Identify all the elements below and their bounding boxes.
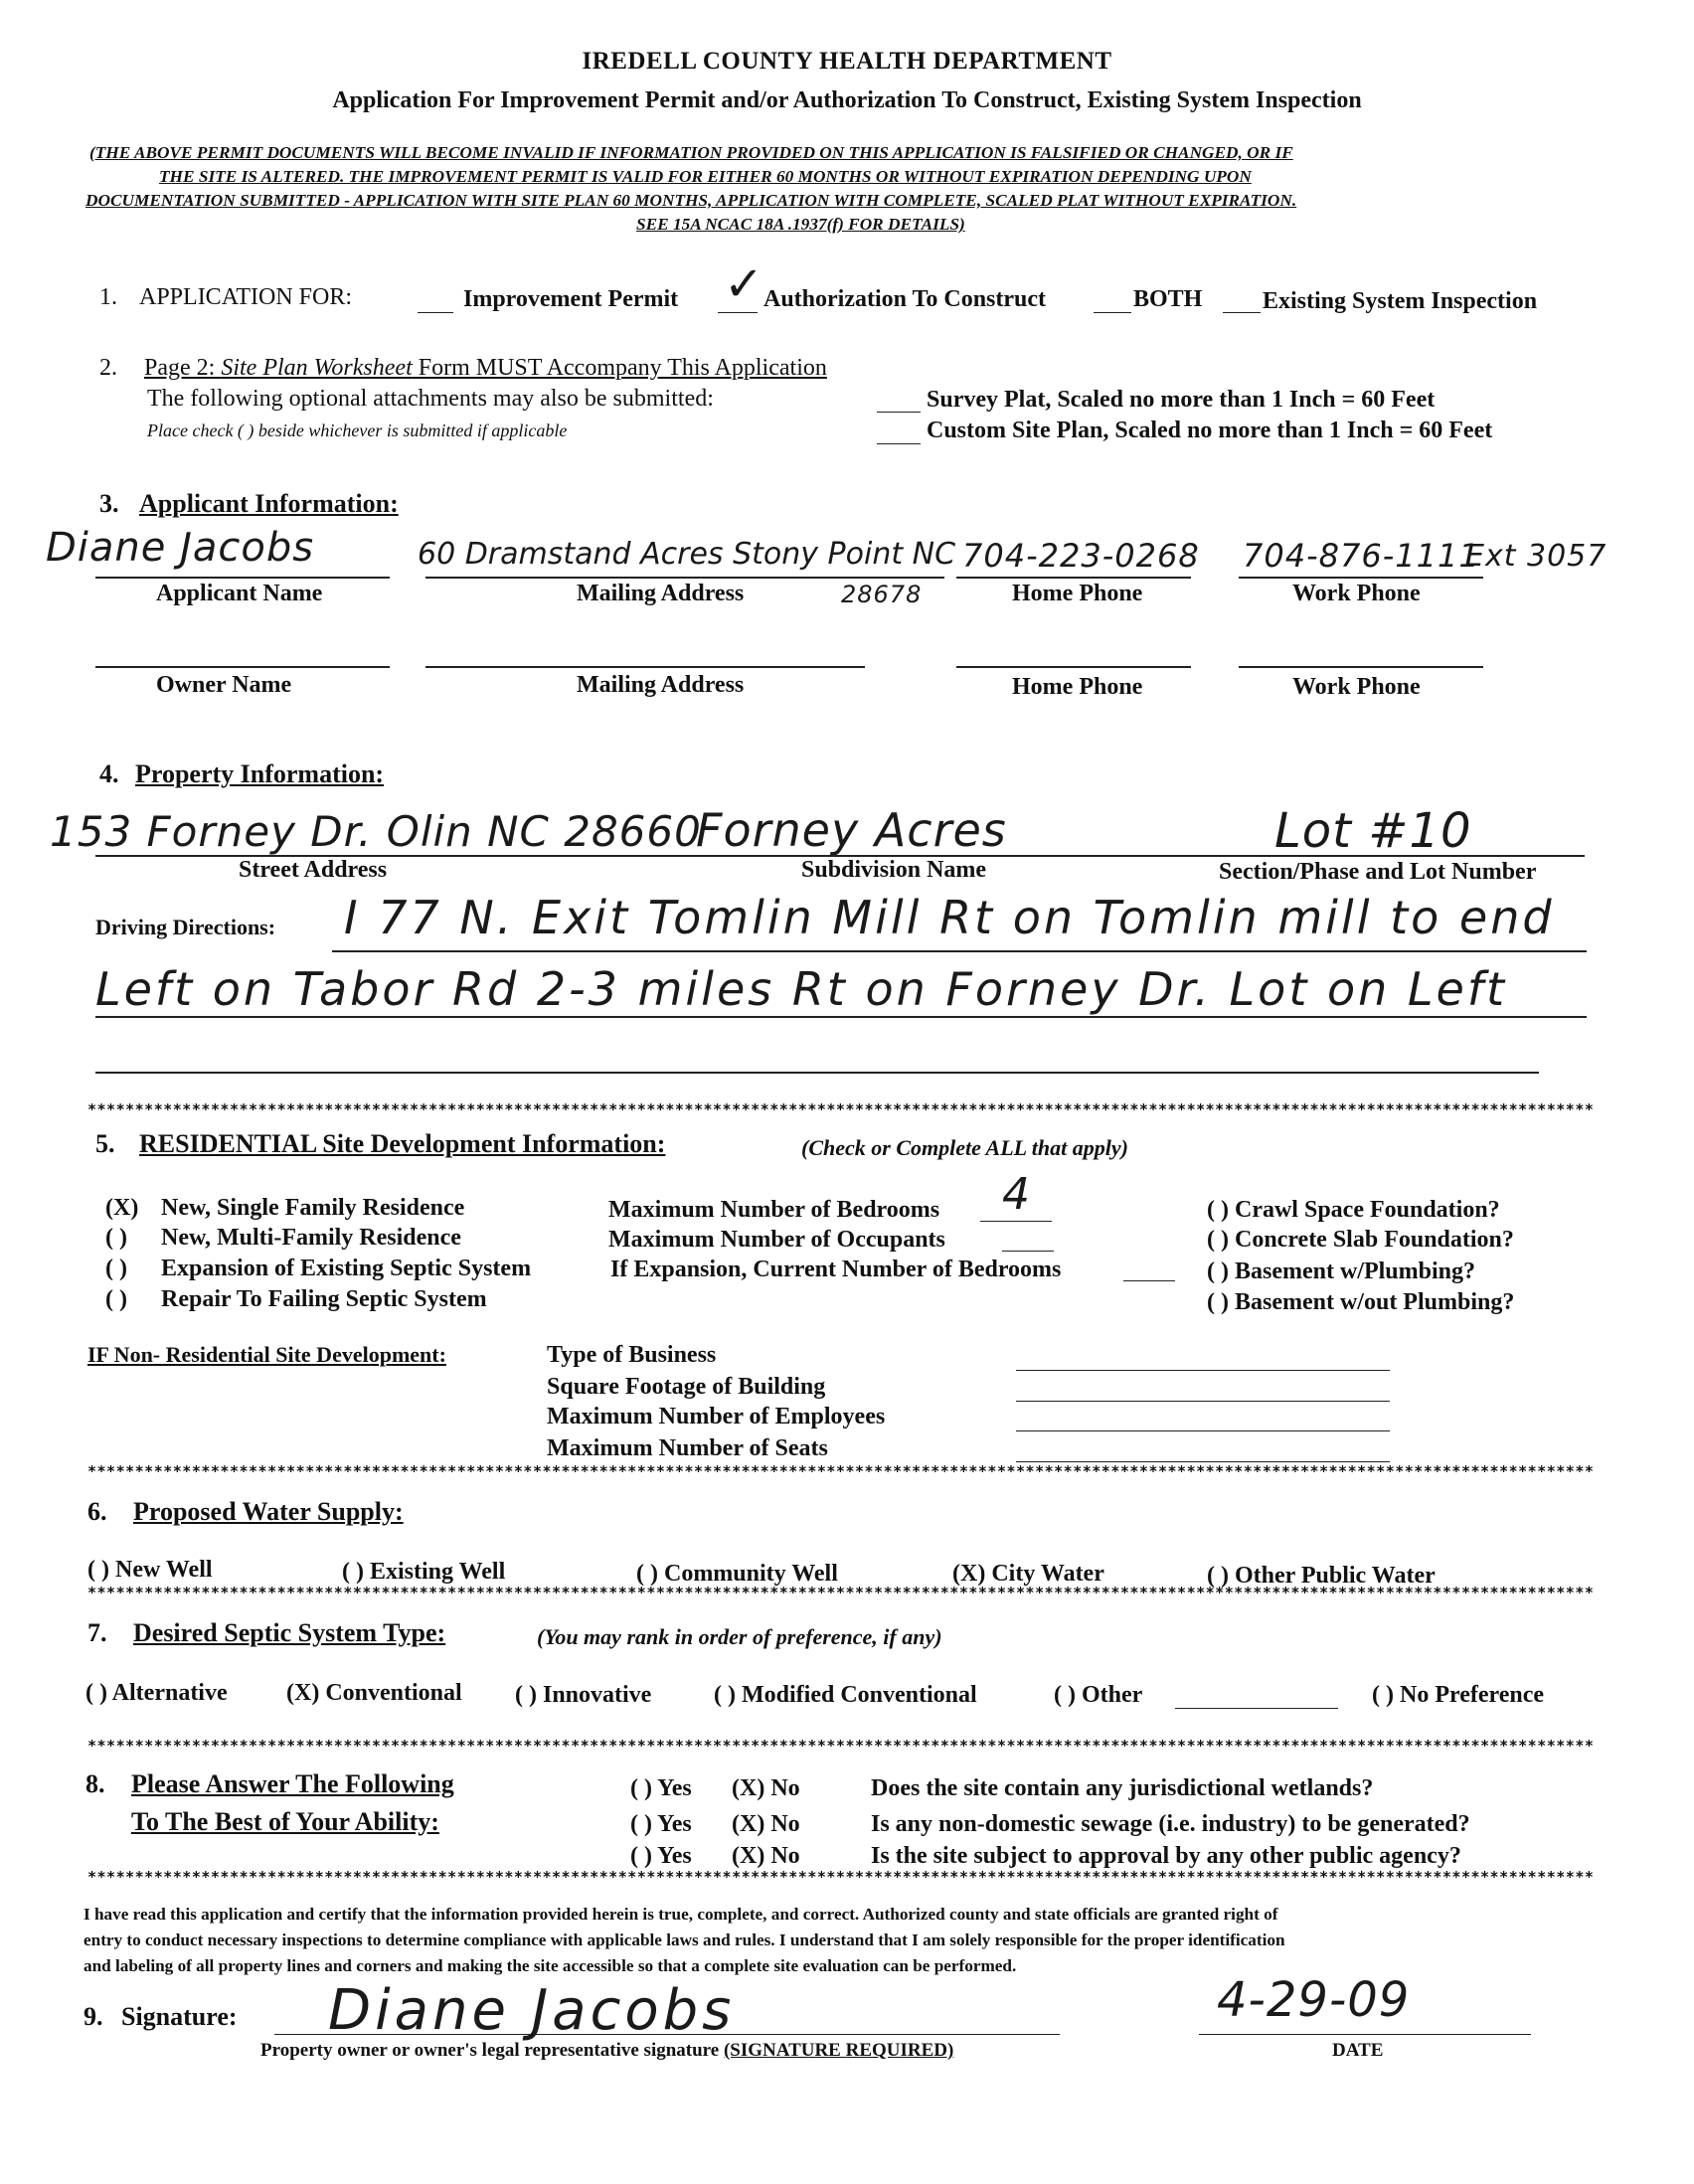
option-both: BOTH: [1133, 286, 1203, 312]
sewage-question: Is any non-domestic sewage (i.e. industry) to be generated?: [871, 1811, 1470, 1837]
home-phone-label: Home Phone: [1012, 581, 1143, 606]
both-blank[interactable]: [1094, 312, 1131, 313]
section3-number: 3.: [99, 489, 119, 518]
separator-1: ***************************************************************************************************************************************************************: [87, 1101, 1595, 1117]
conventional-option[interactable]: (X) Conventional: [286, 1680, 462, 1706]
section9-number: 9.: [84, 2002, 103, 2031]
street-address-value[interactable]: 153 Forney Dr. Olin NC 28660: [50, 807, 702, 856]
mailing-address-label: Mailing Address: [577, 581, 745, 606]
mailing-address-value[interactable]: 60 Dramstand Acres Stony Point NC: [418, 537, 956, 572]
type-of-business-label: Type of Business: [547, 1342, 717, 1368]
form-title: IREDELL COUNTY HEALTH DEPARTMENT: [582, 48, 1112, 75]
applicant-name-label: Applicant Name: [156, 581, 323, 606]
owner-work-phone-label: Work Phone: [1292, 674, 1421, 700]
wetlands-question: Does the site contain any jurisdictional wetlands?: [871, 1775, 1374, 1801]
other-septic-option[interactable]: ( ) Other: [1054, 1682, 1143, 1708]
disclaimer-line-4: SEE 15A NCAC 18A .1937(f) FOR DETAILS): [636, 215, 965, 234]
place-check-note: Place check ( ) beside whichever is submitted if applicable: [147, 420, 568, 440]
driving-directions-label: Driving Directions:: [95, 915, 276, 939]
custom-site-plan-option: Custom Site Plan, Scaled no more than 1 Inch = 60 Feet: [927, 418, 1493, 443]
single-family-checkbox[interactable]: (X): [105, 1195, 139, 1221]
multi-family-checkbox[interactable]: ( ): [105, 1225, 127, 1251]
date-label: DATE: [1332, 2040, 1384, 2061]
repair-label: Repair To Failing Septic System: [161, 1286, 487, 1312]
directions-line-1-value[interactable]: I 77 N. Exit Tomlin Mill Rt on Tomlin mill to end: [344, 891, 1555, 944]
square-footage-label: Square Footage of Building: [547, 1374, 826, 1400]
directions-line-2: [95, 1016, 1587, 1018]
section2-number: 2.: [99, 355, 117, 381]
agency-no[interactable]: (X) No: [732, 1843, 800, 1869]
lot-number-value[interactable]: Lot #10: [1274, 803, 1472, 859]
improvement-permit-blank[interactable]: [418, 312, 453, 313]
application-for-label: APPLICATION FOR:: [139, 284, 353, 310]
existing-inspection-blank[interactable]: [1223, 312, 1261, 313]
section5-number: 5.: [95, 1129, 115, 1158]
expansion-checkbox[interactable]: ( ): [105, 1256, 127, 1281]
work-phone-value[interactable]: 704-876-1111: [1243, 537, 1480, 575]
other-public-water-option[interactable]: ( ) Other Public Water: [1207, 1563, 1436, 1589]
lot-number-line: [1215, 855, 1585, 857]
repair-checkbox[interactable]: ( ): [105, 1286, 127, 1312]
expansion-bedrooms-label: If Expansion, Current Number of Bedrooms: [610, 1257, 1062, 1282]
work-phone-label: Work Phone: [1292, 581, 1421, 606]
signature-label: Signature:: [121, 2002, 238, 2031]
owner-home-phone-line[interactable]: [956, 666, 1191, 668]
applicant-name-value[interactable]: Diane Jacobs: [46, 525, 315, 571]
max-occupants-line[interactable]: [1002, 1251, 1054, 1252]
no-preference-option[interactable]: ( ) No Preference: [1372, 1682, 1545, 1708]
max-bedrooms-value[interactable]: 4: [1002, 1169, 1031, 1220]
owner-mailing-label: Mailing Address: [577, 672, 745, 698]
subdivision-name-label: Subdivision Name: [801, 857, 987, 883]
mailing-zip-value[interactable]: 28678: [841, 581, 923, 608]
crawl-space-option[interactable]: ( ) Crawl Space Foundation?: [1207, 1197, 1500, 1223]
septic-type-heading: Desired Septic System Type:: [133, 1618, 446, 1647]
mailing-address-line: [425, 577, 944, 579]
sewage-yes[interactable]: ( ) Yes: [630, 1811, 692, 1837]
residential-instruction: (Check or Complete ALL that apply): [801, 1135, 1128, 1160]
modified-conventional-option[interactable]: ( ) Modified Conventional: [714, 1682, 977, 1708]
agency-yes[interactable]: ( ) Yes: [630, 1843, 692, 1869]
certification-line-3: and labeling of all property lines and corners and making the site accessible so that a complete site evaluation can be performed.: [84, 1956, 1017, 1975]
signature-value[interactable]: Diane Jacobs: [328, 1978, 736, 2043]
signature-caption: Property owner or owner's legal representative signature (SIGNATURE REQUIRED): [260, 2040, 954, 2061]
type-of-business-line[interactable]: [1016, 1370, 1390, 1371]
applicant-info-heading: Applicant Information:: [139, 489, 399, 518]
survey-plat-blank[interactable]: [877, 412, 921, 413]
work-phone-line: [1239, 577, 1483, 579]
date-line: [1199, 2034, 1531, 2035]
authorization-checkmark: ✓: [724, 256, 765, 312]
owner-name-label: Owner Name: [156, 672, 292, 698]
agency-question: Is the site subject to approval by any other public agency?: [871, 1843, 1461, 1869]
certification-line-2: entry to conduct necessary inspections to determine compliance with applicable laws and rules. I understand that I am solely responsible for the proper identification: [84, 1931, 1285, 1949]
street-address-label: Street Address: [239, 857, 388, 883]
expansion-label: Expansion of Existing Septic System: [161, 1256, 532, 1281]
property-info-heading: Property Information:: [135, 759, 385, 788]
separator-4: ***************************************************************************************************************************************************************: [87, 1738, 1595, 1754]
new-well-option[interactable]: ( ) New Well: [87, 1557, 213, 1583]
home-phone-line: [956, 577, 1191, 579]
owner-name-line[interactable]: [95, 666, 390, 668]
option-existing-system-inspection: Existing System Inspection: [1263, 288, 1538, 314]
form-subtitle: Application For Improvement Permit and/or Authorization To Construct, Existing System Inspection: [332, 87, 1362, 113]
lot-number-label: Section/Phase and Lot Number: [1219, 859, 1537, 885]
answer-heading-line-2: To The Best of Your Ability:: [131, 1807, 439, 1836]
separator-5: ***************************************************************************************************************************************************************: [87, 1869, 1595, 1885]
alternative-option[interactable]: ( ) Alternative: [85, 1680, 228, 1706]
max-seats-label: Maximum Number of Seats: [547, 1435, 828, 1461]
city-water-option[interactable]: (X) City Water: [952, 1561, 1104, 1587]
subdivision-value[interactable]: Forney Acres: [696, 803, 1007, 857]
concrete-slab-option[interactable]: ( ) Concrete Slab Foundation?: [1207, 1227, 1514, 1253]
multi-family-label: New, Multi-Family Residence: [161, 1225, 461, 1251]
custom-site-plan-blank[interactable]: [877, 443, 921, 444]
section4-number: 4.: [99, 759, 119, 788]
directions-line-3[interactable]: [95, 1072, 1539, 1074]
separator-3: ***************************************************************************************************************************************************************: [87, 1585, 1595, 1600]
applicant-name-line: [95, 577, 390, 579]
site-plan-requirement: Page 2: Site Plan Worksheet Form MUST Accompany This Application: [144, 355, 827, 381]
existing-well-option[interactable]: ( ) Existing Well: [342, 1559, 506, 1585]
max-bedrooms-label: Maximum Number of Bedrooms: [608, 1197, 940, 1223]
disclaimer-line-1: (THE ABOVE PERMIT DOCUMENTS WILL BECOME INVALID IF INFORMATION PROVIDED ON THIS APPLICATION IS FALSIFIED OR CHANGED, OR IF: [89, 143, 1293, 162]
max-occupants-label: Maximum Number of Occupants: [608, 1227, 945, 1253]
option-authorization-to-construct: Authorization To Construct: [763, 286, 1047, 312]
home-phone-value[interactable]: 704-223-0268: [962, 537, 1200, 575]
survey-plat-option: Survey Plat, Scaled no more than 1 Inch = 60 Feet: [927, 387, 1436, 413]
directions-line-1: [332, 950, 1587, 952]
basement-no-plumbing-option[interactable]: ( ) Basement w/out Plumbing?: [1207, 1289, 1515, 1315]
authorization-blank[interactable]: [718, 312, 758, 313]
max-bedrooms-line: [980, 1221, 1052, 1222]
single-family-label: New, Single Family Residence: [161, 1195, 465, 1221]
owner-mailing-line[interactable]: [425, 666, 865, 668]
section1-number: 1.: [99, 284, 117, 310]
square-footage-line[interactable]: [1016, 1401, 1390, 1402]
wetlands-yes[interactable]: ( ) Yes: [630, 1775, 692, 1801]
septic-type-instruction: (You may rank in order of preference, if any): [537, 1624, 942, 1649]
max-seats-line[interactable]: [1016, 1461, 1390, 1462]
optional-attachments-text: The following optional attachments may also be submitted:: [147, 386, 714, 412]
community-well-option[interactable]: ( ) Community Well: [636, 1561, 838, 1587]
answer-heading-line-1: Please Answer The Following: [131, 1769, 454, 1798]
option-improvement-permit: Improvement Permit: [463, 286, 679, 312]
residential-heading: RESIDENTIAL Site Development Information:: [139, 1129, 666, 1158]
disclaimer-line-2: THE SITE IS ALTERED. THE IMPROVEMENT PERMIT IS VALID FOR EITHER 60 MONTHS OR WITHOUT EXPIRATION DEPENDING UPON: [159, 167, 1252, 186]
expansion-bedrooms-line[interactable]: [1123, 1280, 1175, 1281]
basement-plumbing-option[interactable]: ( ) Basement w/Plumbing?: [1207, 1259, 1475, 1284]
section8-number: 8.: [85, 1769, 105, 1798]
wetlands-no[interactable]: (X) No: [732, 1775, 800, 1801]
water-supply-heading: Proposed Water Supply:: [133, 1497, 404, 1526]
sewage-no[interactable]: (X) No: [732, 1811, 800, 1837]
other-septic-line[interactable]: [1175, 1708, 1338, 1709]
certification-line-1: I have read this application and certify that the information provided herein is true, complete, and correct. Authorized county and state officials are granted right of: [84, 1905, 1278, 1924]
directions-line-2-value[interactable]: Left on Tabor Rd 2-3 miles Rt on Forney Dr. Lot on Left: [95, 962, 1508, 1016]
disclaimer-line-3: DOCUMENTATION SUBMITTED - APPLICATION WITH SITE PLAN 60 MONTHS, APPLICATION WITH COMPLETE, SCALED PLAT WITHOUT EXPIRATION.: [85, 191, 1297, 210]
non-residential-label: IF Non- Residential Site Development:: [87, 1342, 446, 1367]
section6-number: 6.: [87, 1497, 107, 1526]
separator-2: ***************************************************************************************************************************************************************: [87, 1463, 1595, 1479]
date-value[interactable]: 4-29-09: [1217, 1972, 1411, 2028]
owner-home-phone-label: Home Phone: [1012, 674, 1143, 700]
section7-number: 7.: [87, 1618, 107, 1647]
work-phone-extension[interactable]: Ext 3057: [1465, 539, 1608, 574]
owner-work-phone-line[interactable]: [1239, 666, 1483, 668]
innovative-option[interactable]: ( ) Innovative: [515, 1682, 652, 1708]
max-employees-label: Maximum Number of Employees: [547, 1404, 886, 1429]
max-employees-line[interactable]: [1016, 1430, 1390, 1431]
